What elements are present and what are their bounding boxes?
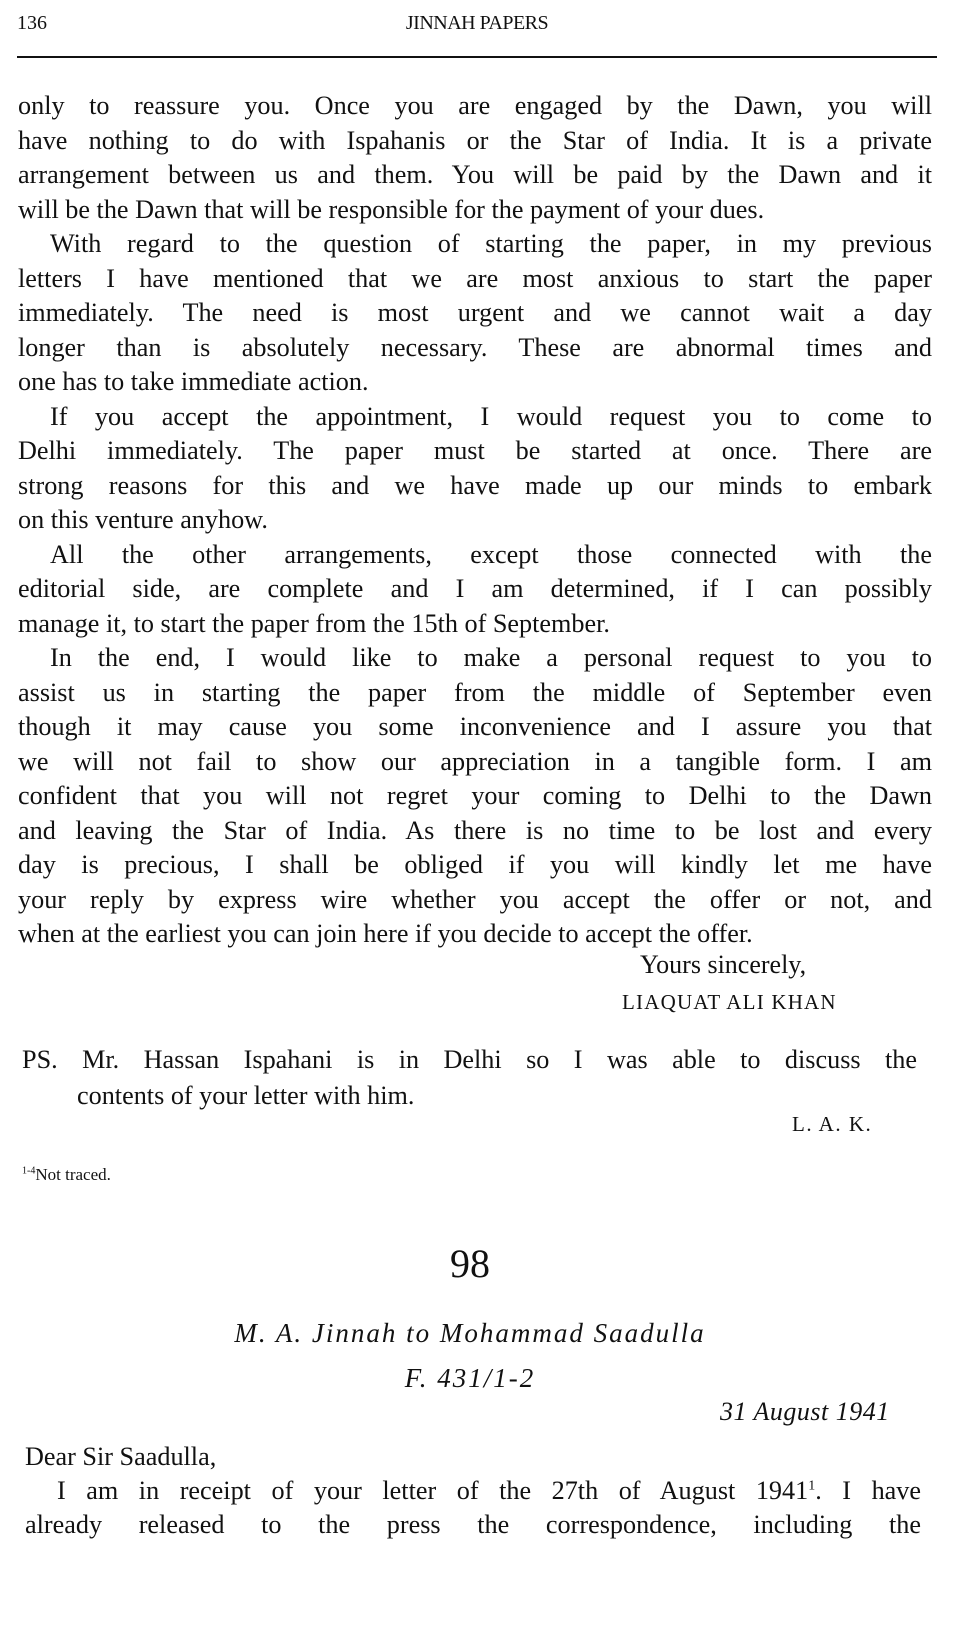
postscript-line: contents of your letter with him. (77, 1081, 415, 1110)
body-line: letters I have mentioned that we are most anxious to start the paper (18, 263, 932, 293)
body-line: manage it, to start the paper from the 15th of September. (18, 608, 610, 638)
body-line: All the other arrangements, except those connected with the (50, 539, 932, 569)
body-line: day is precious, I shall be obliged if you will kindly let me have (18, 850, 932, 879)
letter-body-continued (18, 89, 932, 952)
body-line: immediately. The need is most urgent and we cannot wait a day (18, 298, 932, 327)
header-rule (17, 56, 937, 58)
body-line: With regard to the question of starting the paper, in my previous (50, 229, 932, 258)
body-line: If you accept the appointment, I would request you to come to (50, 401, 932, 431)
footnote-text: Not traced. (35, 1165, 111, 1184)
body-line: though it may cause you some inconvenience and I assure you that (18, 712, 932, 741)
letter-line-text: . I have (815, 1476, 922, 1505)
body-line: In the end, I would like to make a personal request to you to (50, 643, 932, 672)
footnote-marker: 1-4 (22, 1165, 36, 1177)
footnote (22, 1165, 111, 1185)
body-line: Delhi immediately. The paper must be started at once. There are (18, 436, 932, 465)
postscript-initials: L. A. K. (792, 1112, 873, 1136)
closing: Yours sincerely, (640, 950, 807, 979)
letter-line: already released to the press the correspondence, including the (25, 1510, 921, 1539)
salutation: Dear Sir Saadulla, (25, 1442, 217, 1471)
new-letter (25, 1440, 921, 1542)
body-line: and leaving the Star of India. As there is no time to be lost and every (18, 815, 932, 845)
body-line: when at the earliest you can join here if you decide to accept the offer. (18, 919, 753, 948)
page-number: 136 (17, 12, 47, 34)
signatory-name: LIAQUAT ALI KHAN (622, 990, 837, 1014)
body-line: will be the Dawn that will be responsible for the payment of your dues. (18, 194, 765, 224)
body-line: on this venture anyhow. (18, 505, 268, 534)
running-title: JINNAH PAPERS (405, 12, 549, 34)
document-heading: M. A. Jinnah to Mohammad Saadulla (234, 1318, 706, 1348)
postscript (22, 1042, 917, 1114)
body-line: editorial side, are complete and I am determined, if I can possibly (18, 574, 932, 603)
footnote-ref: 1 (808, 1478, 816, 1494)
body-line: strong reasons for this and we have made up our minds to embark (18, 470, 932, 500)
body-line: one has to take immediate action. (18, 367, 369, 396)
letter-line (25, 1474, 921, 1508)
body-line: have nothing to do with Ispahanis or the Star of India. It is a private (18, 125, 932, 155)
page-header (17, 12, 937, 42)
body-line: longer than is absolutely necessary. These are abnormal times and (18, 332, 932, 362)
body-line: assist us in starting the paper from the middle of September even (18, 677, 932, 707)
document-date: 31 August 1941 (720, 1397, 890, 1426)
postscript-line: PS. Mr. Hassan Ispahani is in Delhi so I was able to discuss the (22, 1045, 917, 1074)
letter-line-text: I am in receipt of your letter of the 27th of August 1941 (57, 1476, 809, 1505)
body-line: we will not fail to show our appreciation in a tangible form. I am (18, 746, 932, 776)
body-line: confident that you will not regret your coming to Delhi to the Dawn (18, 781, 932, 810)
document-reference: F. 431/1-2 (404, 1363, 536, 1393)
body-line: only to reassure you. Once you are engaged by the Dawn, you will (18, 91, 932, 120)
body-line: your reply by express wire whether you accept the offer or not, and (18, 884, 932, 914)
document-number: 98 (450, 1241, 490, 1286)
body-line: arrangement between us and them. You will be paid by the Dawn and it (18, 160, 932, 189)
